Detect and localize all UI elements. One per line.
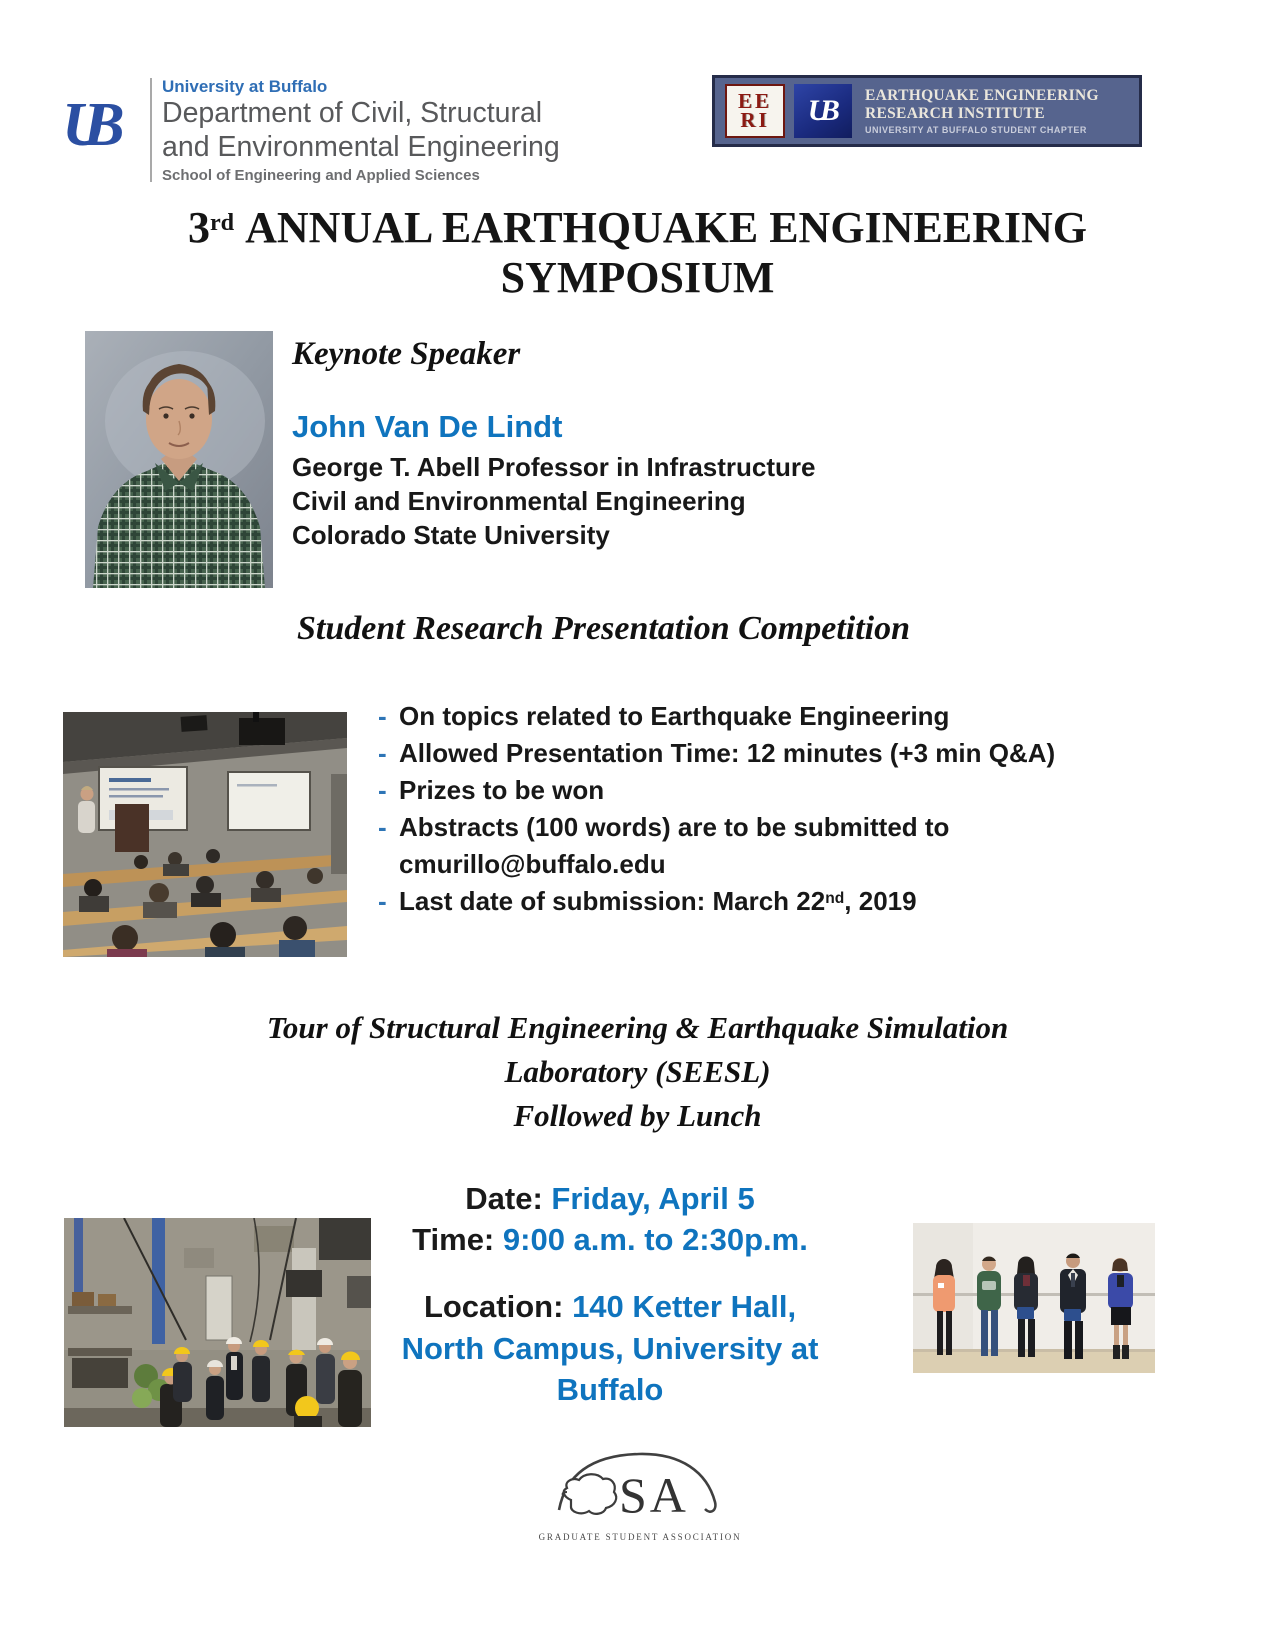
tour-line3: Followed by Lunch — [513, 1098, 762, 1134]
date-value: Friday, April 5 — [551, 1181, 755, 1216]
bullet-text: On topics related to Earthquake Engineering — [399, 701, 950, 731]
ub-logo-icon: UB — [794, 84, 852, 138]
event-details — [345, 1178, 875, 1410]
bullet-dash-icon: - — [378, 886, 387, 916]
speaker-title: George T. Abell Professor in Infrastructure — [292, 452, 816, 482]
competition-heading: Student Research Presentation Competition — [297, 610, 911, 647]
eeri-chapter-banner — [712, 75, 1142, 147]
deadline-ordinal: nd — [825, 889, 845, 907]
lab-tour-photo — [64, 1218, 371, 1427]
eeri-letters-bottom: RI — [740, 108, 770, 132]
title-line1 — [0, 203, 1275, 253]
deadline-year: , 2019 — [844, 886, 917, 916]
gsa-logo — [537, 1448, 743, 1542]
bullet-text: Abstracts (100 words) are to be submitted to — [399, 812, 950, 842]
classroom-photo — [63, 712, 347, 957]
department-name-line1: Department of Civil, Structural — [162, 97, 543, 129]
keynote-speaker-photo — [85, 331, 273, 588]
location-line1 — [345, 1286, 875, 1327]
location-label: Location: — [423, 1289, 564, 1325]
speaker-name: John Van De Lindt — [292, 409, 563, 444]
ub-monogram-icon: UB — [62, 91, 102, 159]
eeri-banner-text — [865, 87, 1099, 136]
school-name: School of Engineering and Applied Sciences — [162, 166, 480, 184]
eeri-org-line2: RESEARCH INSTITUTE — [865, 105, 1045, 122]
event-location-lines — [345, 1286, 875, 1410]
date-label: Date: — [465, 1181, 543, 1216]
keynote-heading: Keynote Speaker — [292, 336, 521, 372]
bullet-dash-icon: - — [378, 738, 387, 768]
time-label: Time: — [412, 1222, 495, 1258]
department-name-line2: and Environmental Engineering — [162, 131, 560, 164]
title-ordinal: rd — [209, 208, 235, 236]
speaker-department: Civil and Environmental Engineering — [292, 485, 746, 516]
bullet-item — [378, 809, 1118, 846]
event-time-line — [345, 1219, 875, 1260]
competition-bullet-list — [378, 698, 1118, 924]
eeri-letters-top: EE — [737, 88, 772, 113]
bullet-text: Allowed Presentation Time: 12 minutes (+3 min Q&A) — [399, 738, 1056, 768]
bullet-item — [378, 735, 1118, 772]
bullet-dash-icon: - — [378, 812, 387, 842]
speaker-university: Colorado State University — [292, 519, 610, 550]
gsa-logo-icon — [537, 1448, 743, 1526]
bullet-item — [378, 698, 1118, 735]
tour-line2: Laboratory (SEESL) — [504, 1054, 771, 1090]
eeri-logo-icon — [725, 84, 785, 138]
bullet-dash-icon: - — [378, 775, 387, 805]
bullet-item — [378, 772, 1118, 809]
title-line1-text: ANNUAL EARTHQUAKE ENGINEERING — [245, 203, 1088, 252]
location-value-line1: 140 Ketter Hall, — [572, 1289, 797, 1325]
bullet-text — [399, 883, 917, 924]
time-value: 9:00 a.m. to 2:30p.m. — [502, 1222, 808, 1258]
ub-logo-text — [162, 72, 560, 183]
keynote-section — [292, 336, 816, 552]
ub-department-logo — [62, 72, 560, 183]
bullet-item — [378, 883, 1118, 924]
title-number: 3 — [187, 203, 210, 252]
tour-line1: Tour of Structural Engineering & Earthquake Simulation — [266, 1010, 1009, 1045]
gsa-caption: GRADUATE STUDENT ASSOCIATION — [538, 1532, 742, 1542]
bullet-text: Prizes to be won — [399, 775, 605, 805]
submission-email: cmurillo@buffalo.edu — [399, 849, 666, 879]
page-title — [0, 203, 1275, 302]
eeri-org-line1: EARTHQUAKE ENGINEERING — [865, 86, 1099, 104]
deadline-text: Last date of submission: March 22 — [399, 886, 826, 916]
group-photo — [913, 1223, 1155, 1373]
title-line2: SYMPOSIUM — [500, 252, 775, 302]
eeri-chapter-line: UNIVERSITY AT BUFFALO STUDENT CHAPTER — [865, 125, 1087, 136]
bullet-dash-icon: - — [378, 701, 387, 731]
gsa-letters: SA — [619, 1467, 689, 1523]
university-name: University at Buffalo — [162, 77, 328, 96]
tour-heading — [0, 1006, 1275, 1138]
location-value-line3: Buffalo — [556, 1371, 664, 1407]
event-date-line — [345, 1178, 875, 1219]
logo-divider — [150, 78, 152, 182]
location-value-line2: North Campus, University at — [401, 1330, 819, 1366]
